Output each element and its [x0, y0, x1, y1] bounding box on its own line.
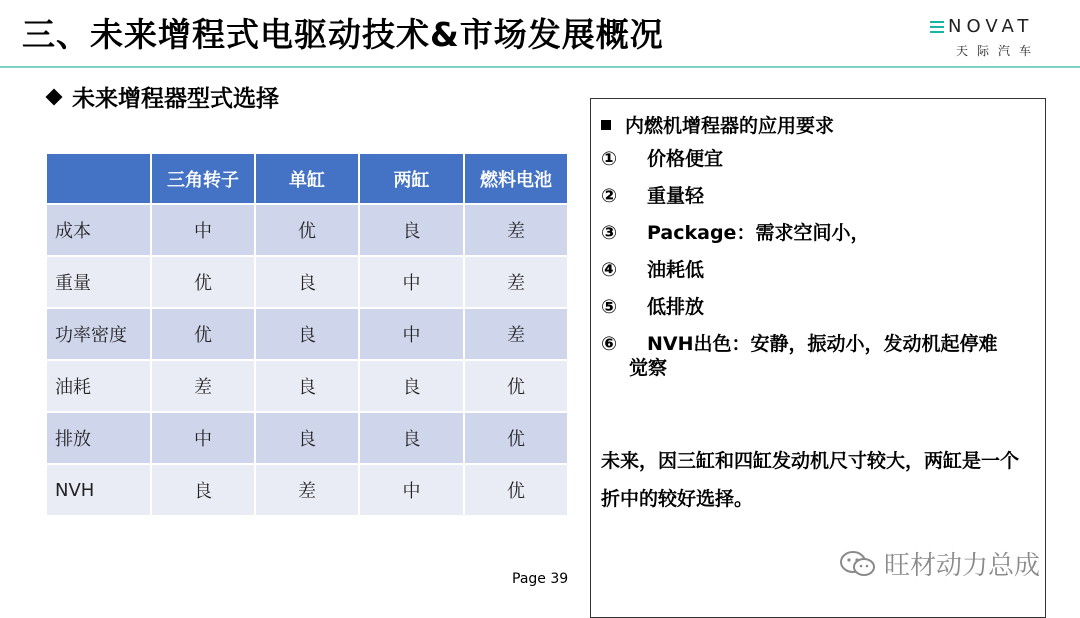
- diamond-bullet-icon: [46, 88, 63, 105]
- row-label: 油耗: [46, 360, 151, 412]
- row-label: NVH: [46, 464, 151, 516]
- item-text: 油耗低: [647, 259, 705, 281]
- logo-subtext: 天际汽车: [956, 44, 1041, 58]
- item-number: ①: [601, 148, 618, 170]
- list-item: [601, 221, 1041, 245]
- row-label: 成本: [46, 204, 151, 256]
- table-cell: 优: [464, 412, 568, 464]
- table-row: [46, 256, 568, 308]
- section-subtitle: [48, 80, 279, 113]
- table-header-cell: 单缸: [255, 153, 359, 204]
- table-row: [46, 204, 568, 256]
- row-label: 重量: [46, 256, 151, 308]
- item-text: NVH出色：安静，振动小，发动机起停难: [647, 333, 998, 355]
- table-cell: 优: [151, 308, 255, 360]
- table-row: [46, 308, 568, 360]
- table-cell: 良: [255, 308, 359, 360]
- watermark-text: 旺材动力总成: [884, 551, 1041, 581]
- table-cell: 差: [255, 464, 359, 516]
- requirements-list: [601, 147, 1041, 380]
- item-text: 低排放: [647, 296, 705, 318]
- table-cell: 优: [464, 464, 568, 516]
- title-divider: [0, 66, 1080, 68]
- requirements-heading: [601, 111, 834, 138]
- table-row: [46, 360, 568, 412]
- table-cell: 良: [359, 204, 464, 256]
- conclusion-text: 未来，因三缸和四缸发动机尺寸较大，两缸是一个折中的较好选择。: [601, 450, 1020, 510]
- table-cell: 优: [464, 360, 568, 412]
- page-number: Page 39: [512, 571, 569, 587]
- table-cell: 中: [359, 256, 464, 308]
- novat-logo: [930, 18, 1070, 59]
- table-cell: 良: [255, 360, 359, 412]
- slide-title: 三、未来增程式电驱动技术&市场发展概况: [22, 15, 664, 54]
- item-text: 重量轻: [647, 185, 705, 207]
- requirements-box: [590, 98, 1046, 618]
- table-header-cell: 燃料电池: [464, 153, 568, 204]
- table-row: [46, 464, 568, 516]
- logo-text: NOVAT: [948, 16, 1034, 37]
- list-item: [601, 332, 1041, 356]
- table-row: [46, 412, 568, 464]
- table-header-cell: 三角转子: [151, 153, 255, 204]
- table-cell: 良: [359, 412, 464, 464]
- square-bullet-icon: [601, 120, 611, 130]
- list-item: [601, 295, 1041, 319]
- list-item: [601, 184, 1041, 208]
- requirements-heading-text: 内燃机增程器的应用要求: [625, 115, 835, 137]
- table-cell: 差: [464, 308, 568, 360]
- list-item: [601, 258, 1041, 282]
- table-cell: 良: [359, 360, 464, 412]
- row-label: 功率密度: [46, 308, 151, 360]
- table-header-row: [46, 153, 568, 204]
- table-cell: 良: [151, 464, 255, 516]
- item-number: ②: [601, 185, 618, 207]
- table-cell: 差: [464, 256, 568, 308]
- item-number: ④: [601, 259, 618, 281]
- item-number: ⑥: [601, 333, 618, 355]
- table-cell: 良: [255, 256, 359, 308]
- item-text: 价格便宜: [647, 148, 724, 170]
- logo-bars-icon: [930, 21, 944, 33]
- table-cell: 中: [359, 308, 464, 360]
- list-item: [601, 147, 1041, 171]
- table-header-cell: 两缸: [359, 153, 464, 204]
- table-cell: 中: [151, 204, 255, 256]
- table-cell: 优: [151, 256, 255, 308]
- table-cell: 差: [464, 204, 568, 256]
- table-cell: 差: [151, 360, 255, 412]
- item-continuation: 觉察: [629, 357, 668, 379]
- table-cell: 优: [255, 204, 359, 256]
- table-cell: 中: [359, 464, 464, 516]
- item-text: Package：需求空间小，: [647, 222, 870, 244]
- row-label: 排放: [46, 412, 151, 464]
- table-cell: 中: [151, 412, 255, 464]
- watermark: [838, 545, 1040, 582]
- comparison-table: [45, 152, 569, 517]
- wechat-icon: [838, 549, 878, 579]
- subtitle-text: 未来增程器型式选择: [72, 86, 279, 112]
- table-cell: 良: [255, 412, 359, 464]
- item-number: ③: [601, 222, 618, 244]
- item-number: ⑤: [601, 296, 618, 318]
- table-header-cell: [46, 153, 151, 204]
